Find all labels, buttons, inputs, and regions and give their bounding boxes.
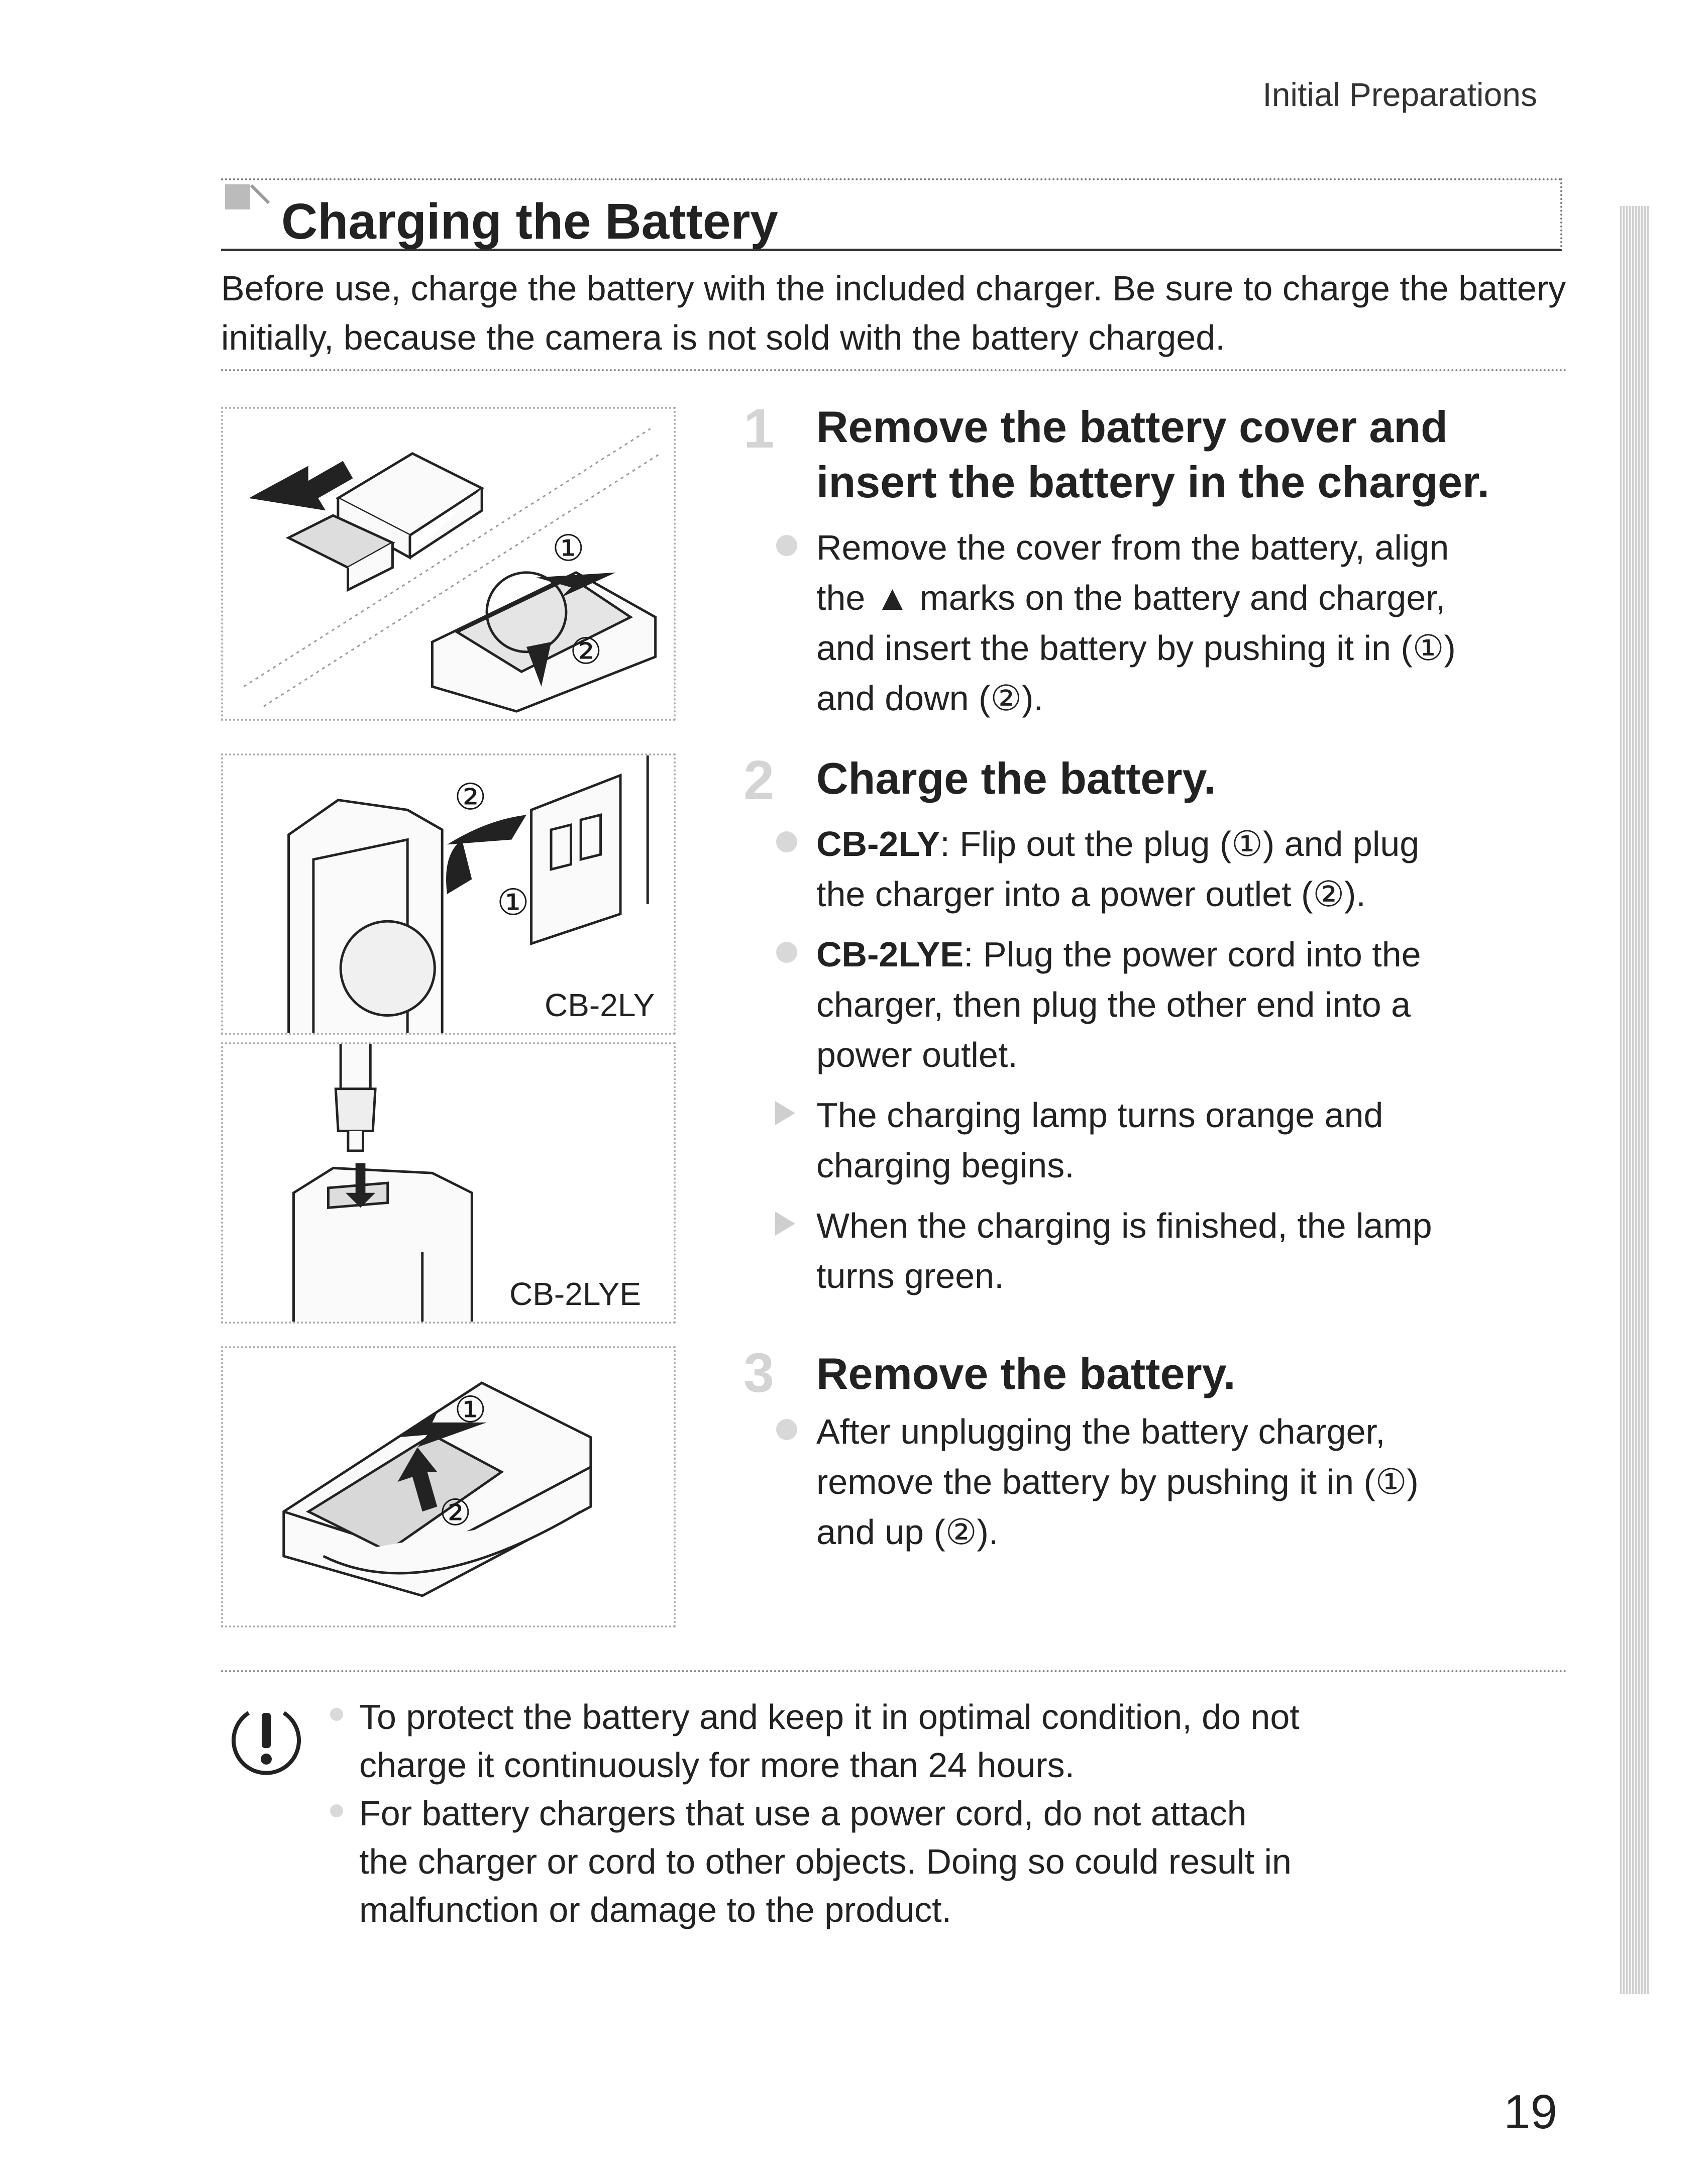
running-header: Initial Preparations bbox=[1262, 76, 1537, 113]
step-number-3: 3 bbox=[743, 1342, 775, 1404]
cb2lye-caption: CB-2LYE bbox=[509, 1276, 642, 1312]
step-number-2: 2 bbox=[743, 749, 775, 811]
intro-paragraph: Before use, charge the battery with the included charger. Be sure to charge the battery initially, because the camera is not sold with the battery charged. bbox=[221, 269, 1566, 357]
text-line: charge it continuously for more than 24 hours. bbox=[359, 1746, 1075, 1785]
notes-list bbox=[359, 1693, 1565, 1934]
bullet-icon bbox=[330, 1804, 343, 1817]
section-heading bbox=[221, 178, 1562, 251]
result-arrow-icon bbox=[775, 1212, 795, 1236]
step-3-body bbox=[816, 1406, 1570, 1557]
step-2-bullet-cb2lye bbox=[816, 929, 1570, 1080]
caution-icon bbox=[229, 1703, 304, 1778]
step3-marker-2: ② bbox=[439, 1493, 472, 1533]
text-line: To protect the battery and keep it in optimal condition, do not bbox=[359, 1697, 1300, 1736]
text-span: : Flip out the plug (①) and plug bbox=[940, 824, 1420, 863]
text-line: malfunction or damage to the product. bbox=[359, 1890, 952, 1929]
illustration-remove-battery bbox=[221, 1346, 676, 1627]
text-span: : Plug the power cord into the bbox=[964, 935, 1421, 974]
step-1-title-line1: Remove the battery cover and bbox=[816, 402, 1448, 452]
model-name: CB-2LY bbox=[816, 824, 940, 863]
step-1-bullet bbox=[816, 522, 1570, 723]
text-line: power outlet. bbox=[816, 1035, 1018, 1074]
text-line: and insert the battery by pushing it in (①) bbox=[816, 628, 1456, 668]
page-number: 19 bbox=[1504, 2085, 1557, 2139]
text-line bbox=[816, 929, 1570, 979]
step-1-body bbox=[816, 522, 1570, 723]
step-2-title: Charge the battery. bbox=[816, 753, 1216, 803]
text-line: charger, then plug the other end into a bbox=[816, 985, 1411, 1024]
step1-marker-1: ① bbox=[552, 528, 585, 569]
model-name: CB-2LYE bbox=[816, 935, 964, 974]
section-marker-icon bbox=[221, 180, 271, 231]
step-3-title: Remove the battery. bbox=[816, 1349, 1236, 1398]
step-2-result-1 bbox=[816, 1090, 1570, 1190]
text-line: remove the battery by pushing it in (①) bbox=[816, 1462, 1419, 1501]
note-item bbox=[359, 1693, 1565, 1789]
illustration-insert-battery bbox=[221, 407, 676, 721]
bullet-icon bbox=[776, 942, 797, 963]
bullet-icon bbox=[330, 1708, 343, 1721]
text-line: For battery chargers that use a power cord, do not attach bbox=[359, 1794, 1247, 1833]
step-1-title-line2: insert the battery in the charger. bbox=[816, 457, 1489, 507]
step-1-title bbox=[816, 399, 1570, 510]
note-item bbox=[359, 1789, 1565, 1934]
text-line bbox=[816, 819, 1570, 869]
text-line: When the charging is finished, the lamp bbox=[816, 1206, 1432, 1245]
chapter-edge-tab bbox=[1620, 206, 1649, 1994]
bullet-icon bbox=[776, 1419, 797, 1440]
step3-marker-1: ① bbox=[454, 1390, 487, 1430]
illustration-cb2ly bbox=[221, 753, 676, 1035]
notes-divider bbox=[221, 1670, 1567, 1672]
text-line: the charger or cord to other objects. Doing so could result in bbox=[359, 1842, 1292, 1881]
result-arrow-icon bbox=[775, 1101, 795, 1125]
step2-marker-2: ② bbox=[454, 777, 487, 817]
cb2ly-caption: CB-2LY bbox=[545, 987, 655, 1023]
step2-marker-1: ① bbox=[497, 883, 529, 923]
intro-divider bbox=[221, 369, 1567, 371]
step-2-bullet-cb2ly bbox=[816, 819, 1570, 919]
illustration-cb2lye bbox=[221, 1042, 676, 1324]
text-line: The charging lamp turns orange and bbox=[816, 1096, 1383, 1135]
step-number-1: 1 bbox=[743, 398, 775, 460]
text-line: and up (②). bbox=[816, 1512, 999, 1552]
text-line: the charger into a power outlet (②). bbox=[816, 875, 1366, 914]
text-line: After unplugging the battery charger, bbox=[816, 1412, 1385, 1451]
page-title: Charging the Battery bbox=[281, 193, 779, 250]
step1-marker-2: ② bbox=[570, 631, 602, 672]
step-2-body bbox=[816, 819, 1570, 1301]
text-line: the ▲ marks on the battery and charger, bbox=[816, 578, 1446, 617]
text-line: and down (②). bbox=[816, 679, 1043, 718]
step-2-result-2 bbox=[816, 1201, 1570, 1301]
text-line: Remove the cover from the battery, align bbox=[816, 528, 1449, 567]
text-line: turns green. bbox=[816, 1256, 1004, 1295]
step-3-bullet bbox=[816, 1406, 1570, 1557]
bullet-icon bbox=[776, 831, 797, 852]
bullet-icon bbox=[776, 535, 797, 556]
text-line: charging begins. bbox=[816, 1146, 1075, 1185]
